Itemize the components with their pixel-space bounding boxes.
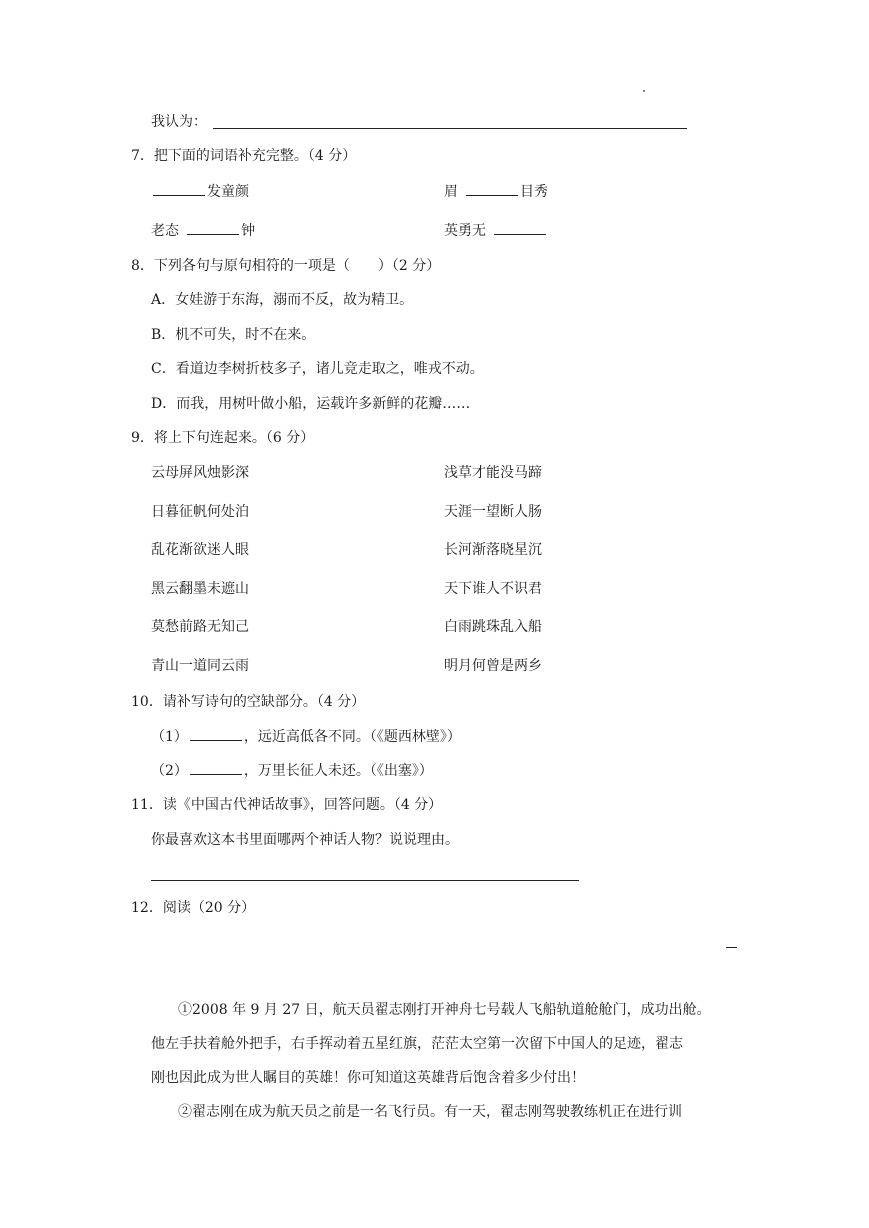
q7-item-1: 发童颜 (151, 181, 249, 202)
q10-blank-1[interactable] (190, 726, 242, 741)
q10-item-2: （2） ，万里长征人未还。（《出塞》） (151, 760, 433, 781)
q7-blank-3[interactable] (187, 220, 239, 235)
q7-title: 7．把下面的词语补充完整。（4 分） (131, 148, 357, 164)
q9-right-1: 浅草才能没马蹄 (444, 465, 542, 481)
q7-blank-2[interactable] (466, 181, 518, 196)
q9-left-5: 莫愁前路无知己 (151, 619, 249, 635)
q9-title: 9．将上下句连起来。（6 分） (131, 430, 315, 446)
q9-right-3: 长河渐落晓星沉 (444, 542, 542, 558)
q11-answer-line[interactable] (151, 880, 579, 881)
q9-left-4: 黑云翻墨未遮山 (151, 581, 249, 597)
q8-option-d[interactable]: D．而我，用树叶做小船，运载许多新鲜的花瓣…… (151, 396, 471, 412)
q8-title: 8．下列各句与原句相符的一项是（ ）（2 分） (131, 258, 441, 274)
q9-right-6: 明月何曾是两乡 (444, 658, 542, 674)
q6-prefix: 我认为： (151, 114, 207, 130)
q9-right-4: 天下谁人不识君 (444, 581, 542, 597)
q10-blank-2[interactable] (190, 760, 242, 775)
q10-item-1: （1） ，远近高低各不同。（《题西林壁》） (151, 726, 461, 747)
passage-line-2: 他左手扶着舱外把手，右手挥动着五星红旗，茫茫太空第一次留下中国人的足迹，翟志 (151, 1036, 683, 1052)
q9-left-1: 云母屏风烛影深 (151, 465, 249, 481)
q11-question: 你最喜欢这本书里面哪两个神话人物？说说理由。 (151, 832, 459, 848)
q8-option-b[interactable]: B．机不可失，时不在来。 (151, 327, 316, 343)
q7-item-4: 英勇无 (444, 220, 548, 241)
short-dash-mark (726, 947, 737, 948)
q12-title: 12．阅读（20 分） (131, 900, 256, 916)
q7-blank-4[interactable] (494, 220, 546, 235)
passage-line-3: 刚也因此成为世人瞩目的英雄！你可知道这英雄背后饱含着多少付出！ (151, 1070, 585, 1086)
q6-answer-line[interactable] (213, 128, 687, 129)
passage-line-4: ②翟志刚在成为航天员之前是一名飞行员。有一天，翟志刚驾驶教练机正在进行训 (178, 1104, 682, 1120)
q11-title: 11．读《中国古代神话故事》，回答问题。（4 分） (131, 797, 443, 813)
q8-option-a[interactable]: A．女娃游于东海，溺而不反，故为精卫。 (151, 292, 414, 308)
q9-left-2: 日暮征帆何处泊 (151, 504, 249, 520)
q9-right-2: 天涯一望断人肠 (444, 504, 542, 520)
q10-title: 10．请补写诗句的空缺部分。（4 分） (131, 694, 366, 710)
q9-left-6: 青山一道同云雨 (151, 658, 249, 674)
q7-item-3: 老态 钟 (151, 220, 255, 241)
q9-right-5: 白雨跳珠乱入船 (444, 619, 542, 635)
q7-blank-1[interactable] (153, 181, 205, 196)
passage-line-1: ①2008 年 9 月 27 日，航天员翟志刚打开神舟七号载人飞船轨道舱舱门，成功出舱。 (178, 1002, 711, 1018)
page-mark (643, 90, 645, 92)
q8-option-c[interactable]: C．看道边李树折枝多子，诸儿竞走取之，唯戎不动。 (151, 361, 484, 377)
q7-item-2: 眉 目秀 (444, 181, 548, 202)
q9-left-3: 乱花渐欲迷人眼 (151, 542, 249, 558)
